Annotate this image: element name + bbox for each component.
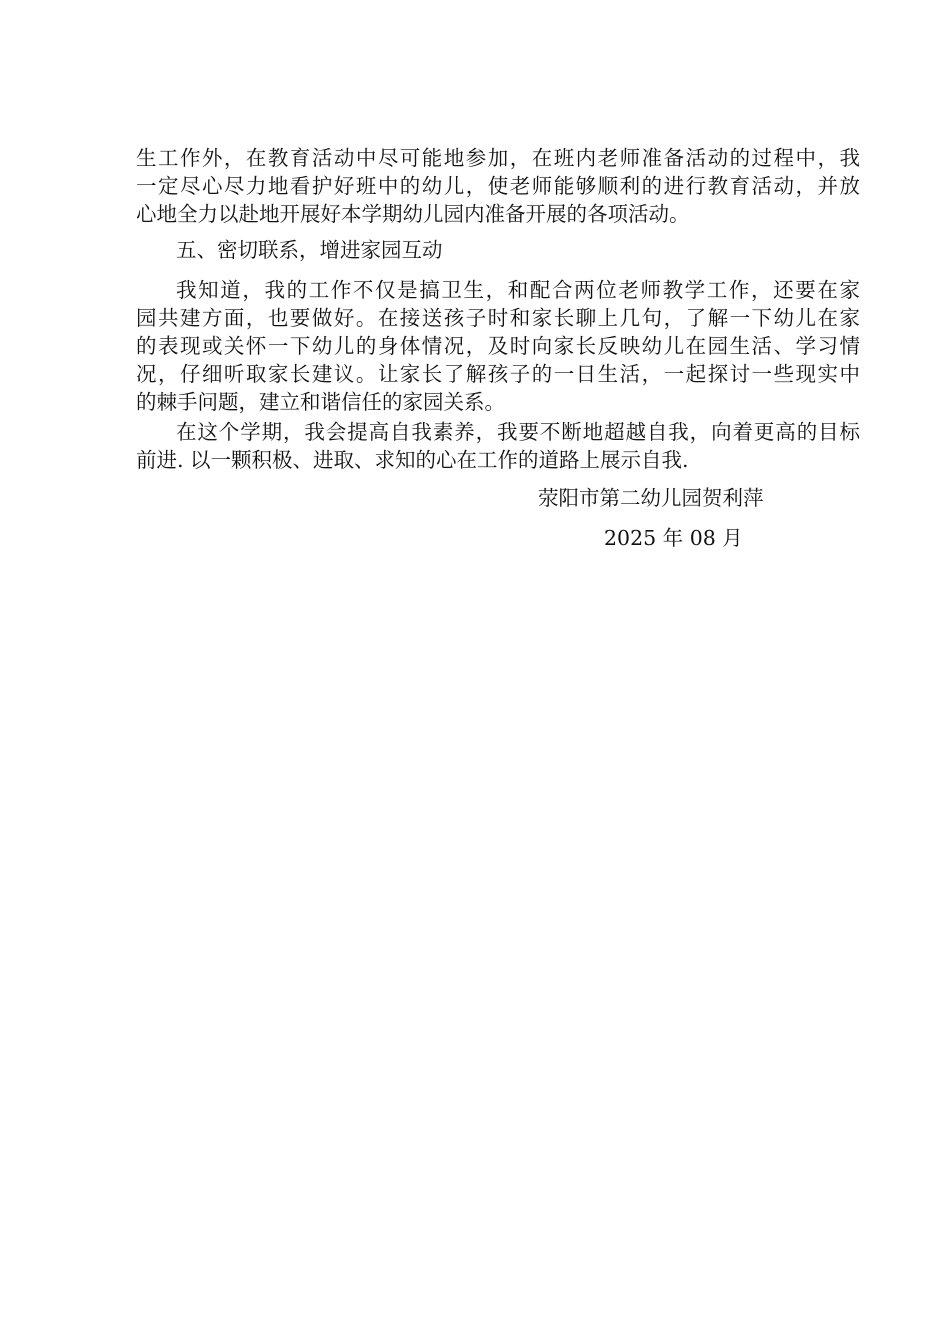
signature-date: 2025 年 08 月	[604, 526, 743, 550]
paragraph-line: 在这个学期，我会提高自我素养，我要不断地超越自我，向着更高的目标	[176, 420, 860, 444]
paragraph-line: 心地全力以赴地开展好本学期幼儿园内准备开展的各项活动。	[136, 202, 690, 226]
paragraph-line: 园共建方面，也要做好。在接送孩子时和家长聊上几句，了解一下幼儿在家	[136, 306, 860, 330]
paragraph-line: 的棘手问题，建立和谐信任的家园关系。	[136, 390, 505, 414]
paragraph-line: 我知道，我的工作不仅是搞卫生，和配合两位老师教学工作，还要在家	[176, 278, 860, 302]
signature-author: 荥阳市第二幼儿园贺利萍	[538, 486, 764, 510]
paragraph-line: 生工作外，在教育活动中尽可能地参加，在班内老师准备活动的过程中，我	[136, 146, 860, 170]
paragraph-line: 的表现或关怀一下幼儿的身体情况，及时向家长反映幼儿在园生活、学习情	[136, 334, 860, 358]
paragraph-line: 一定尽心尽力地看护好班中的幼儿，使老师能够顺利的进行教育活动，并放	[136, 174, 860, 198]
paragraph-line: 况，仔细听取家长建议。让家长了解孩子的一日生活，一起探讨一些现实中	[136, 362, 860, 386]
section-heading: 五、密切联系，增进家园互动	[176, 238, 443, 262]
paragraph-line: 前进. 以一颗积极、进取、求知的心在工作的道路上展示自我.	[136, 448, 689, 472]
